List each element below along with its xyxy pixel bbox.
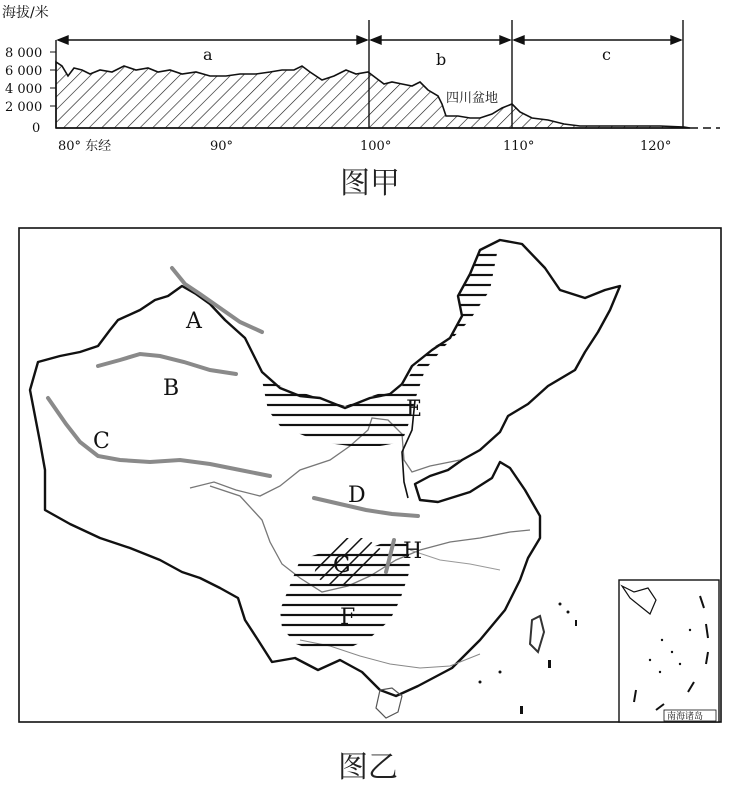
y-tick: 2 000 bbox=[5, 100, 43, 115]
figure-a-caption: 图甲 bbox=[340, 166, 400, 201]
label-g: G bbox=[333, 553, 351, 578]
y-tick: 8 000 bbox=[5, 46, 43, 61]
range-c-line bbox=[48, 398, 270, 476]
region-e-hatching bbox=[262, 248, 498, 446]
inset-label: 南海诸岛 bbox=[667, 712, 704, 722]
x-tick: 80° 东经 bbox=[58, 139, 112, 154]
sea-island-dots bbox=[479, 603, 578, 715]
label-e: E bbox=[406, 397, 423, 422]
label-a: A bbox=[186, 309, 202, 334]
terrain-profile bbox=[56, 62, 690, 128]
x-tick: 120° bbox=[640, 139, 672, 154]
jiangnan-boundary bbox=[410, 550, 500, 570]
label-b: B bbox=[163, 376, 180, 401]
range-b-line bbox=[98, 354, 236, 374]
sichuan-basin-label: 四川盆地 bbox=[446, 91, 499, 106]
y-tick: 6 000 bbox=[5, 64, 43, 79]
y-tick: 0 bbox=[32, 121, 41, 136]
label-h: H bbox=[403, 539, 423, 564]
elevation-profile bbox=[0, 0, 740, 160]
segment-a-label: a bbox=[203, 45, 213, 64]
segment-c-label: c bbox=[602, 45, 611, 64]
label-f: F bbox=[340, 605, 356, 630]
figure-b-caption: 图乙 bbox=[338, 750, 398, 785]
map-frame bbox=[19, 228, 721, 722]
segment-b-label: b bbox=[436, 50, 447, 69]
x-tick: 110° bbox=[503, 139, 535, 154]
y-axis-unit: 海拔/米 bbox=[2, 5, 49, 21]
x-tick: 90° bbox=[210, 139, 234, 154]
china-map bbox=[0, 220, 740, 730]
x-tick: 100° bbox=[360, 139, 392, 154]
taiwan-island bbox=[530, 616, 544, 652]
label-d: D bbox=[348, 483, 366, 508]
label-c: C bbox=[93, 429, 110, 454]
range-d-line bbox=[314, 498, 418, 516]
y-tick: 4 000 bbox=[5, 82, 43, 97]
south-china-sea-inset bbox=[619, 580, 719, 722]
